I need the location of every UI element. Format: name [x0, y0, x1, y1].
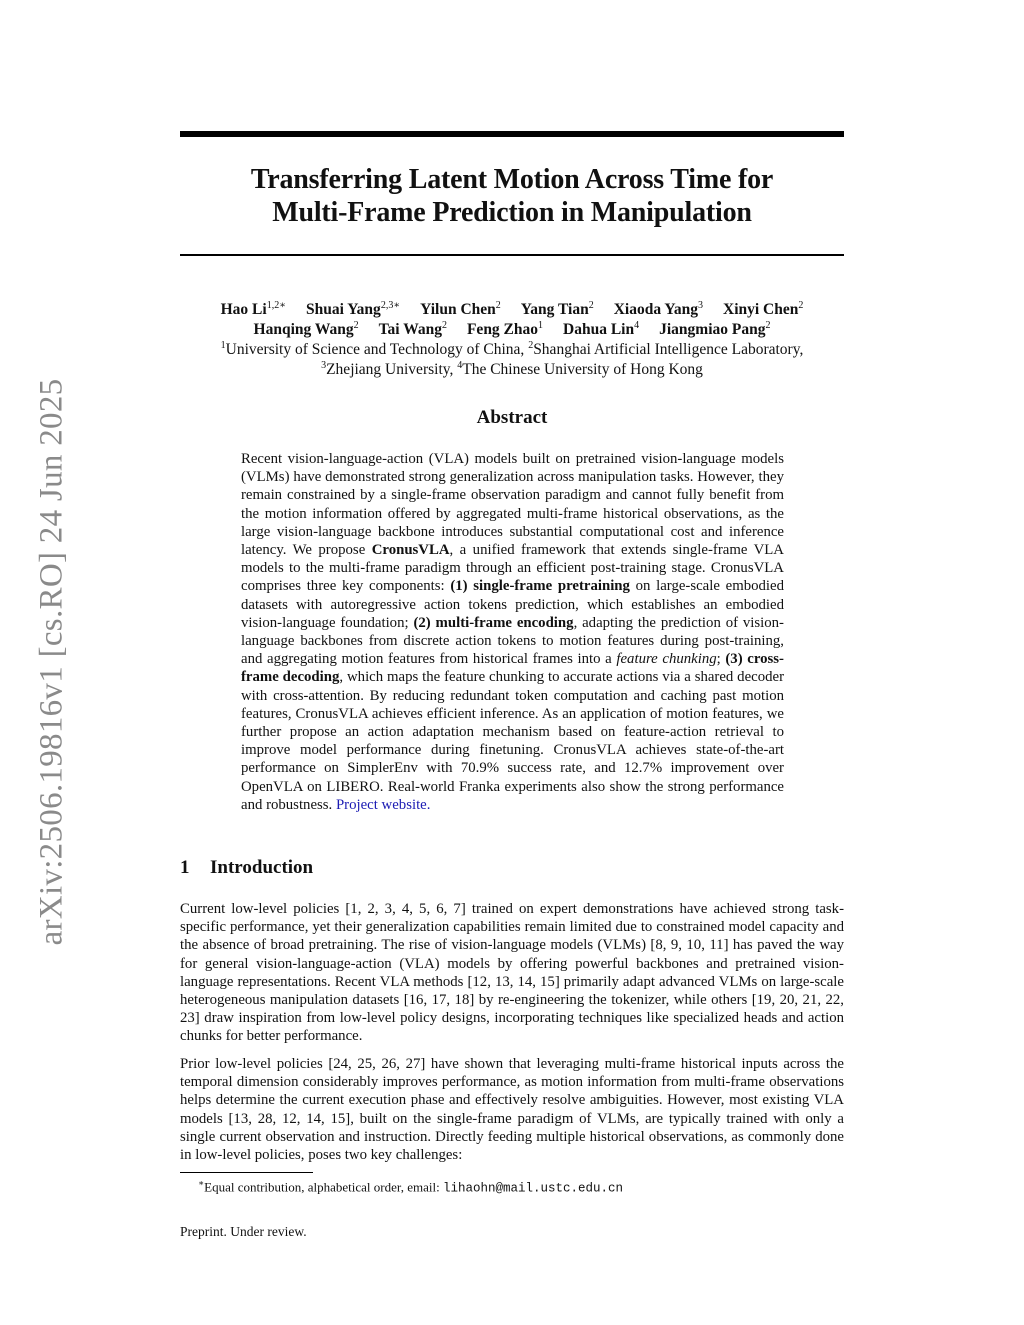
title-top-rule: [180, 131, 844, 137]
arxiv-identifier: arXiv:2506.19816v1 [cs.RO] 24 Jun 2025: [33, 378, 70, 946]
author: Xiaoda Yang$^3$: [613, 299, 703, 318]
author: Shuai Yang$^{2,3∗}$: [305, 299, 401, 318]
abstract-body: Recent vision-language-action (VLA) models built on pretrained vision-language models (VLMs) have demonstrated strong generalization across manipulation tasks. However, they remain constrained by a single-frame observation paradigm and cannot fully benefit from the motion information offered by aggregated multi-frame historical observations, as the large vision-language backbone introduces substantial computational cost and inference latency. We propose CronusVLA, a unified framework that extends single-frame VLA models to the multi-frame paradigm through an efficient post-training stage. CronusVLA comprises three key components: (1) single-frame pretraining on large-scale embodied datasets with autoregressive action tokens prediction, which establishes an embodied vision-language foundation; (2) multi-frame encoding, adapting the prediction of vision-language backbones from discrete action tokens to motion features during post-training, and aggregating motion features from historical frames into a feature chunking; (3) cross-frame decoding, which maps the feature chunking to accurate actions via a shared decoder with cross-attention. By reducing redundant token computation and caching past motion features, CronusVLA achieves efficient inference. As an application of motion features, we further propose an action adaptation mechanism based on feature-action retrieval to improve model performance during finetuning. CronusVLA achieves state-of-the-art performance on SimplerEnv with 70.9% success rate, and 12.7% improvement over OpenVLA on LIBERO. Real-world Franka experiments also show the strong performance and robustness. Project website.: [241, 451, 785, 813]
contact-email: lihaohn@mail.ustc.edu.cn: [442, 1181, 623, 1196]
title-line-2: Multi-Frame Prediction in Manipulation: [272, 197, 752, 228]
title-bottom-rule: [180, 254, 844, 256]
footnote: ∗Equal contribution, alphabetical order, email: lihaohn@mail.ustc.edu.cn: [198, 1178, 623, 1196]
author: Xinyi Chen$^2$: [723, 299, 804, 318]
title-line-1: Transferring Latent Motion Across Time for: [250, 164, 774, 195]
preprint-notice: Preprint. Under review.: [180, 1224, 307, 1239]
author-block: [180, 300, 844, 380]
abstract-heading: Abstract: [476, 407, 548, 428]
footnote-rule: [180, 1172, 313, 1173]
project-website-link[interactable]: Project website.: [335, 796, 431, 813]
author: Jiangmiao Pang$^2$: [659, 319, 771, 338]
paper-title: [180, 163, 844, 229]
author: Hanqing Wang$^2$: [253, 319, 359, 338]
author: Hao $Li^{1,2∗}$: [220, 299, 286, 318]
affiliations-line-1: $^1$University of Science and Technology of China, $^2$Shanghai Artificial Intelligence Laboratory,: [220, 339, 804, 358]
section-number: 1: [180, 857, 190, 878]
author: Dahua Lin$^4$: [563, 319, 640, 338]
section-title: Introduction: [210, 857, 314, 878]
intro-paragraph-2: Prior low-level policies [24, 25, 26, 27] have shown that leveraging multi-frame historical inputs across the temporal dimension considerably improves performance, as motion information from multi-frame observations helps determine the current execution phase and effectively resolve ambiguities. However, most existing VLA models [13, 28, 12, 14, 15], built on the single-frame paradigm of VLMs, are typically trained with only a single current observation and instruction. Directly feeding multiple historical observations, as commonly done in low-level policies, poses two key challenges:: [180, 1056, 844, 1164]
author: Tai Wang$^2$: [378, 319, 447, 338]
author: Yang Tian$^2$: [520, 299, 594, 318]
author: Feng Zhao$^1$: [466, 319, 544, 338]
section-heading: [180, 857, 313, 879]
authors-row-1: [180, 300, 844, 320]
authors-row-2: [180, 320, 844, 340]
intro-paragraph-1: Current low-level policies [1, 2, 3, 4, 5, 6, 7] trained on expert demonstrations have achieved strong task-specific performance, yet their generalization capabilities remain limited due to constrained model capacity and the absence of broad pretraining. The rise of vision-language models (VLMs) [8, 9, 10, 11] has paved the way for general vision-language-action (VLA) models by offering powerful backbones and pretrained vision-language representations. Recent VLA methods [12, 13, 14, 15] primarily adapt advanced VLMs on large-scale heterogeneous manipulation datasets [16, 17, 18] by re-engineering the tokenizer, while others [19, 20, 21, 22, 23] draw inspiration from low-level policy designs, incorporating techniques like specialized heads and action chunks for better performance.: [180, 901, 844, 1045]
affiliations-line-2: $^3$Zhejiang University, $^4$The Chinese University of Hong Kong: [321, 359, 703, 378]
author: Yilun Chen$^2$: [420, 299, 501, 318]
